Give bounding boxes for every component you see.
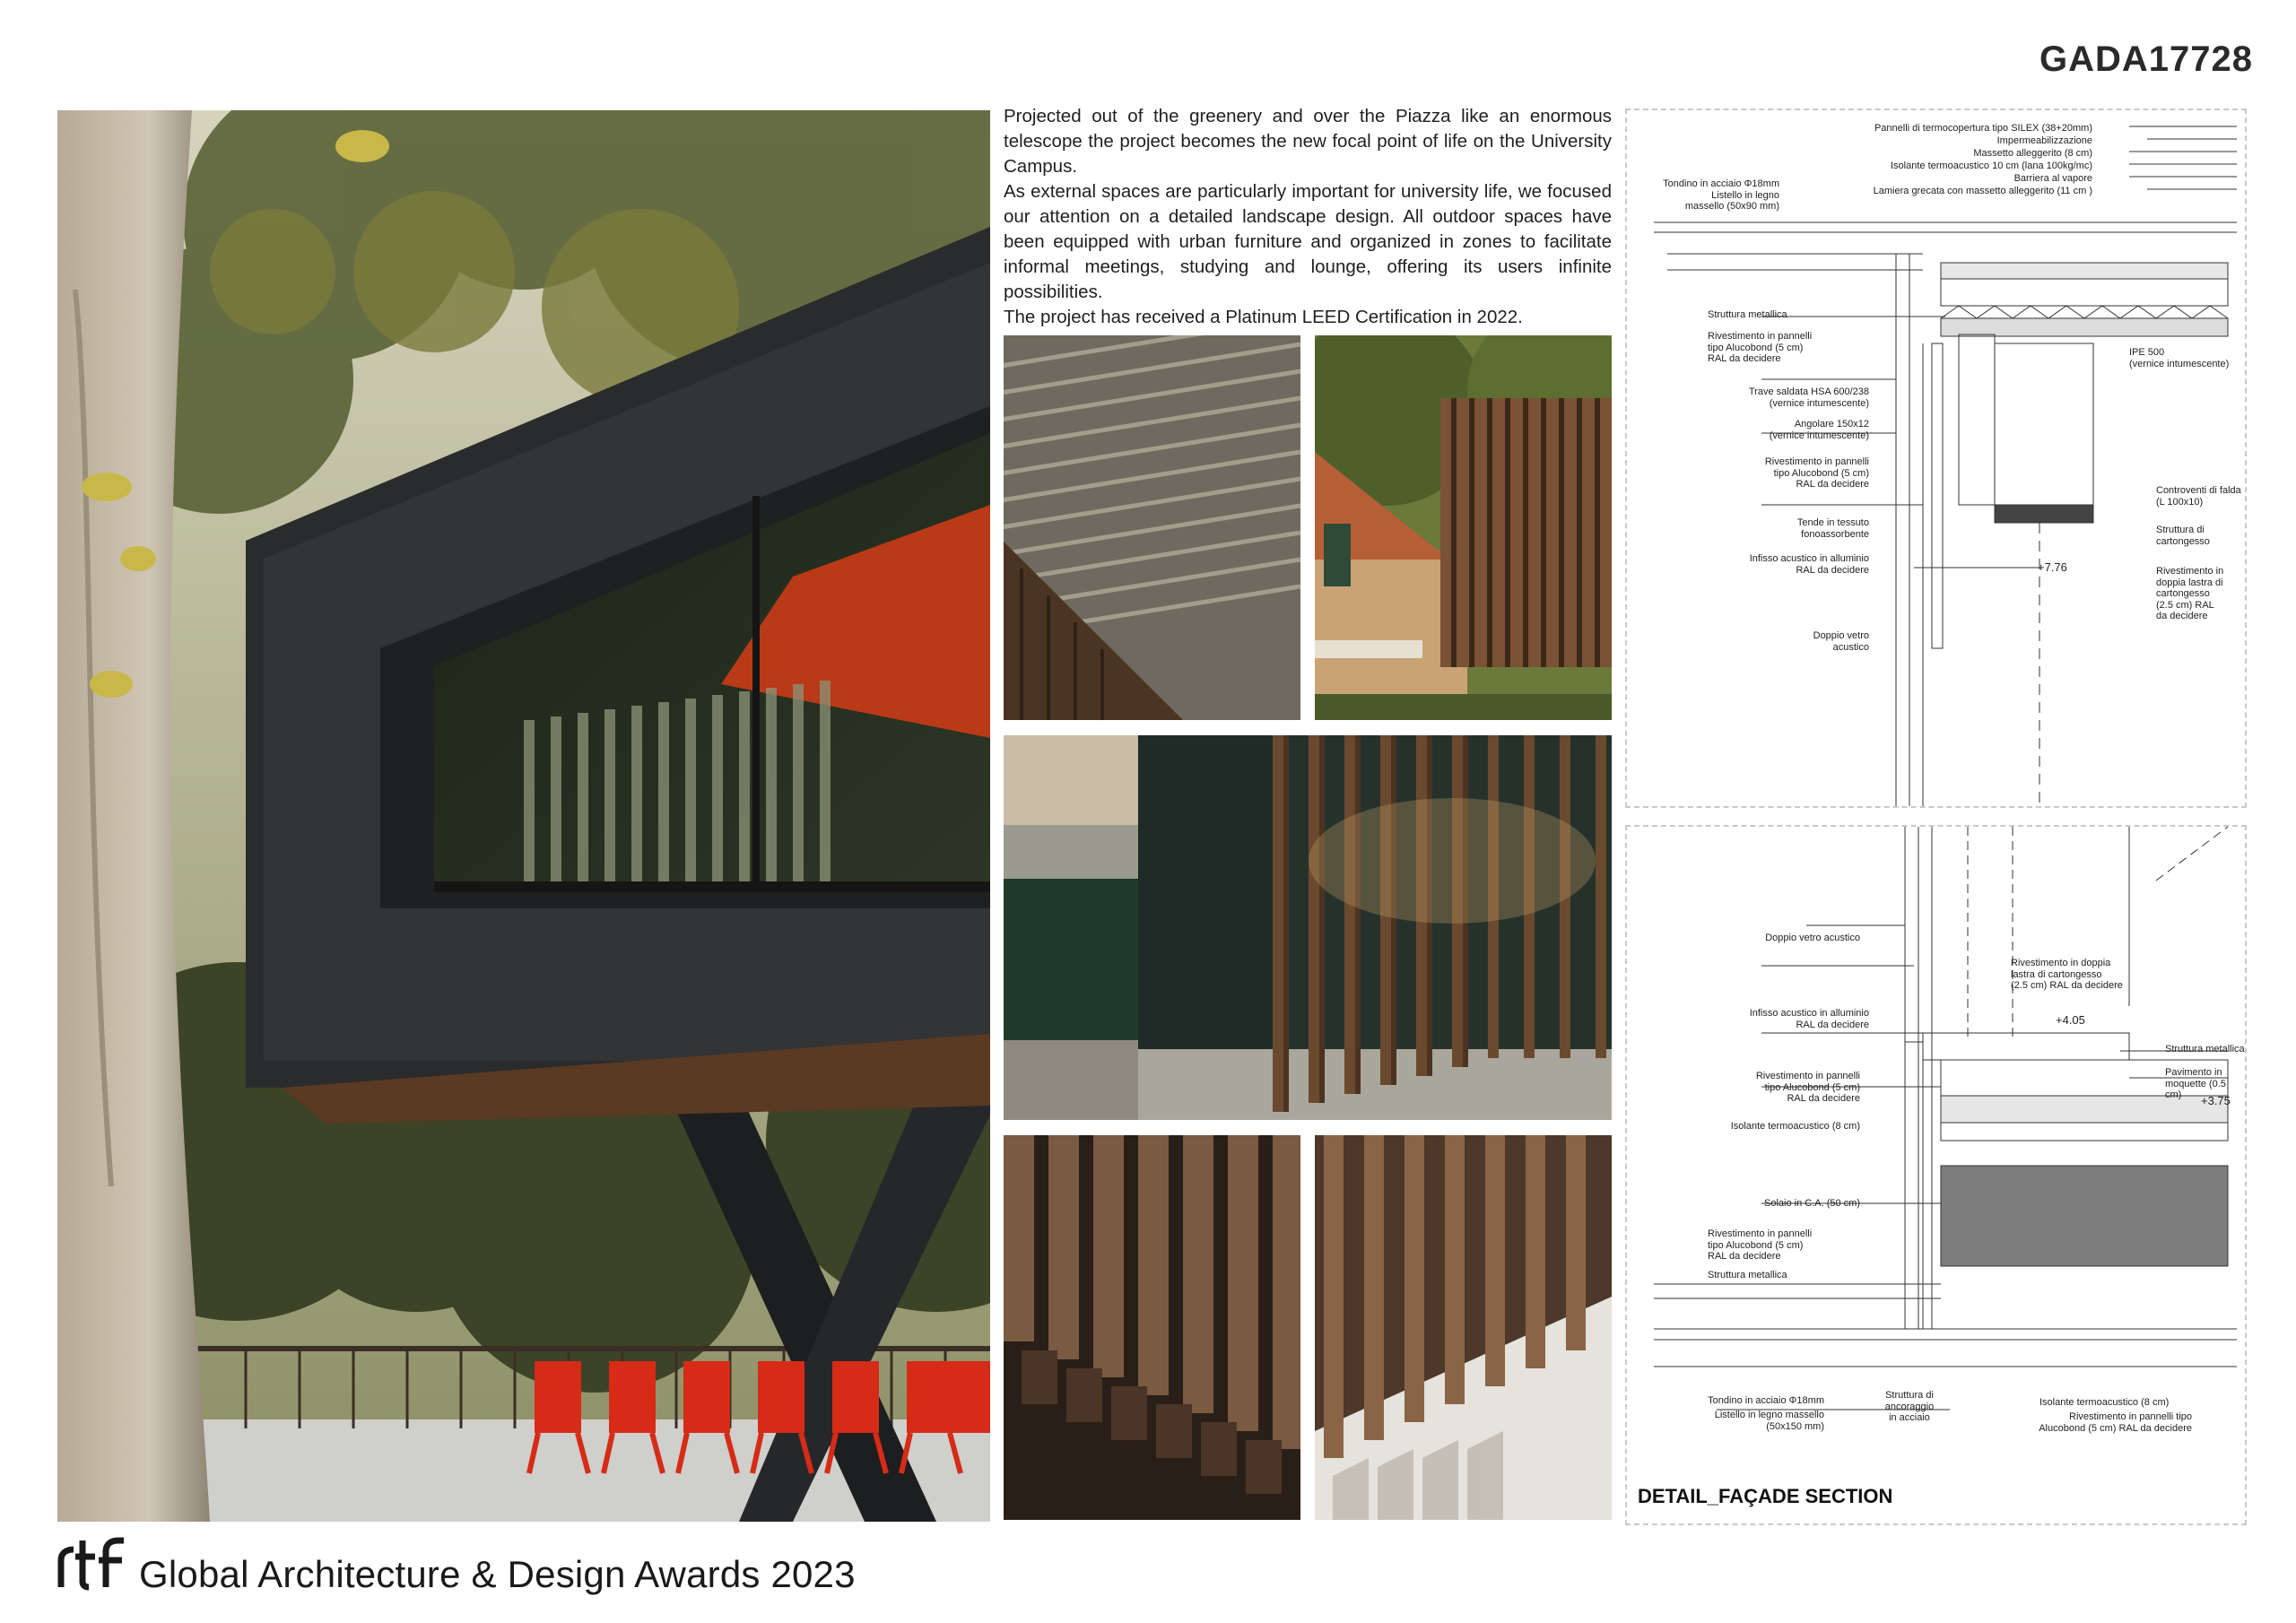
section-drawing-bottom [1625,825,2247,1525]
label-ipe: IPE 500 (vernice intumescente) [2129,347,2230,369]
label-infisso: Infisso acustico in alluminio RAL da decidere [1749,553,1869,576]
label-quota-375: +3.75 [2201,1094,2231,1107]
label-isolante: Isolante termoacustico 10 cm (lana 100kg/mc) [1891,161,2092,171]
label-tende: Tende in tessuto fonoassorbente [1796,517,1869,540]
label-doppio-vetro: Doppio vetro acustico [1813,630,1869,653]
label-lamiera: Lamiera grecata con massetto alleggerito (11 cm ) [1873,186,2092,196]
drawing-title: DETAIL_FAÇADE SECTION [1638,1485,1893,1507]
photo-house-and-box-illustration [1315,335,1612,720]
label-pannelli: Pannelli di termocopertura tipo SILEX (38+20mm) [1874,123,2092,134]
photo-facade-fins [1004,735,1612,1120]
label-angolare: Angolare 150x12 (vernice intumescente) [1769,419,1869,441]
label-rivestimento-2: Rivestimento in pannelli tipo Alucobond (5 cm) RAL da decidere [1764,456,1869,490]
label-ancoraggio: Struttura di ancoraggio in acciaio [1884,1390,1935,1423]
description-paragraph: Projected out of the greenery and over the Piazza like an enormous telescope the project becomes the new focal point of life on the University Campus. [1004,106,1612,177]
label-solaio: Solaio in C.A. (50 cm) [1764,1198,1860,1209]
description-paragraph: As external spaces are particularly important for university life, we focused our attention on a detailed landscape design. All outdoor spaces have been equipped with urban furniture and organized in zones to facilitate informal meetings, studying and lounge, offering its users infinite possibilities. [1004,181,1612,302]
section-drawing-top [1625,108,2247,808]
description-paragraph: The project has received a Platinum LEED Certification in 2022. [1004,307,1523,327]
label-struttura-metallica-2: Struttura metallica [2165,1044,2245,1055]
label-infisso-2: Infisso acustico in alluminio RAL da decidere [1749,1008,1869,1030]
photo-slats-diagonal-illustration [1004,335,1300,720]
label-impermeabilizzazione: Impermeabilizzazione [1996,135,2092,146]
photo-fins-closeup-2-illustration [1315,1135,1612,1520]
photo-fins-closeup-1-illustration [1004,1135,1300,1520]
photo-fins-closeup-2 [1315,1135,1612,1520]
label-tondino: Tondino in acciaio Φ18mm Listello in legno massello (50x90 mm) [1663,178,1779,212]
label-tondino-2: Tondino in acciaio Φ18mm [1708,1395,1824,1406]
hero-photo [57,110,990,1522]
footer-award-title: Global Architecture & Design Awards 2023 [139,1553,856,1595]
hero-photo-illustration [57,110,990,1522]
label-rivestimento-3: Rivestimento in pannelli tipo Alucobond (5 cm) RAL da decidere [1755,1071,1860,1104]
project-description [1004,104,1612,330]
photo-slats-diagonal [1004,335,1300,720]
label-struttura-cartongesso: Struttura di cartongesso [2156,525,2210,547]
label-rivestimento-1: Rivestimento in pannelli tipo Alucobond (5 cm) RAL da decidere [1708,331,1813,364]
label-quota-776: +7.76 [2038,560,2067,574]
label-isolante-2: Isolante termoacustico (8 cm) [1730,1121,1860,1132]
label-quota-405: +4.05 [2056,1013,2085,1027]
label-trave: Trave saldata HSA 600/238 (vernice intumescente) [1748,386,1869,409]
label-pavimento: Pavimento in moquette (0.5 cm) [2165,1067,2226,1100]
photo-facade-fins-illustration [1004,735,1612,1120]
photo-house-and-box [1315,335,1612,720]
label-rivestimento-5: Rivestimento in pannelli tipo Alucobond (5 cm) RAL da decidere [2039,1411,2192,1434]
label-doppio-vetro-2: Doppio vetro acustico [1765,933,1860,943]
label-massetto: Massetto alleggerito (8 cm) [1973,148,2092,159]
label-isolante-3: Isolante termoacustico (8 cm) [2039,1397,2170,1408]
rtf-logo-mark [56,1535,127,1593]
label-rivestimento-4: Rivestimento in pannelli tipo Alucobond (5 cm) RAL da decidere [1708,1228,1813,1262]
label-listello: Listello in legno massello (50x150 mm) [1714,1410,1824,1432]
rtf-logo [56,1535,127,1597]
label-rivestimento-doppia: Rivestimento in doppia lastra di cartongesso (2.5 cm) RAL da decidere [2156,566,2224,621]
board-code: GADA17728 [2039,39,2253,79]
label-struttura-metallica-3: Struttura metallica [1708,1270,1787,1280]
label-controventi: Controventi di falda (L 100x10) [2156,485,2241,508]
label-rivestimento-doppia-2: Rivestimento in doppia lastra di cartongesso (2.5 cm) RAL da decidere [2011,958,2123,991]
label-barriera: Barriera al vapore [2013,173,2092,184]
photo-fins-closeup-1 [1004,1135,1300,1520]
label-struttura-metallica: Struttura metallica [1708,309,1787,320]
